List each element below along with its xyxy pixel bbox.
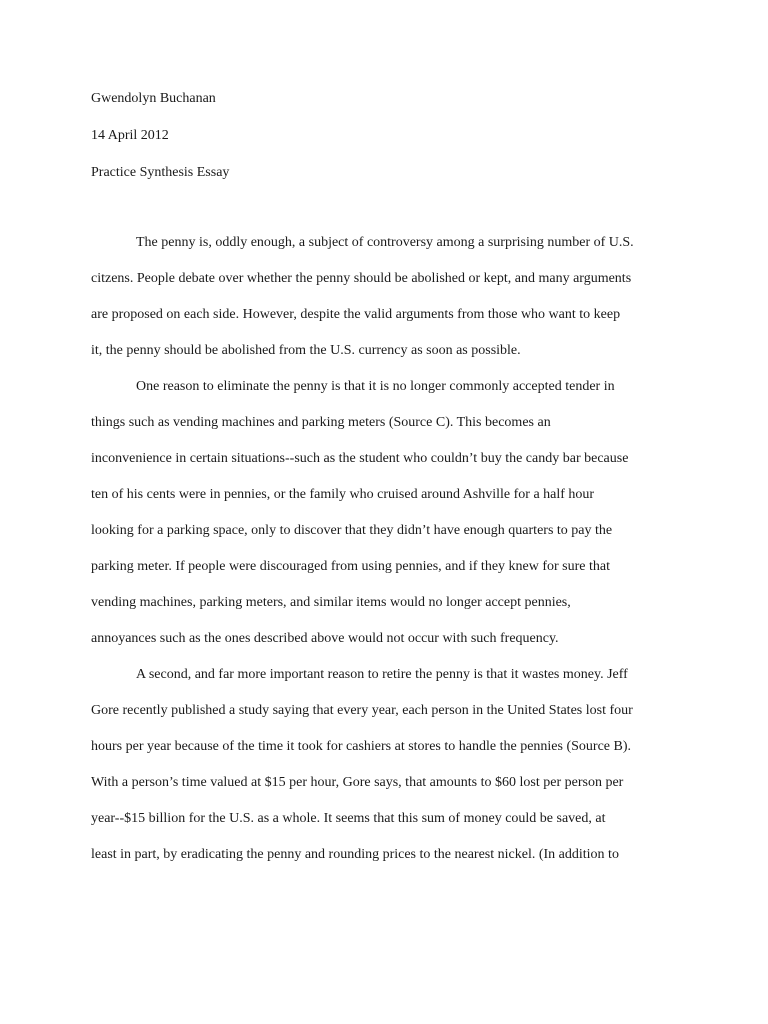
essay-date: 14 April 2012 <box>91 128 169 143</box>
paragraph-line: least in part, by eradicating the penny and rounding prices to the nearest nickel. (In addition to <box>91 847 619 862</box>
paragraph-line: are proposed on each side. However, despite the valid arguments from those who want to keep <box>91 307 621 322</box>
paragraph-line: inconvenience in certain situations--such as the student who couldn’t buy the candy bar because <box>91 451 629 466</box>
paragraph-line: ten of his cents were in pennies, or the family who cruised around Ashville for a half hour <box>91 487 595 502</box>
paragraph-3 <box>91 665 671 881</box>
paragraph-line: A second, and far more important reason to retire the penny is that it wastes money. Jeff <box>136 667 628 682</box>
paragraph-line: One reason to eliminate the penny is that it is no longer commonly accepted tender in <box>136 379 615 394</box>
essay-title: Practice Synthesis Essay <box>91 165 230 180</box>
paragraph-line: annoyances such as the ones described above would not occur with such frequency. <box>91 631 559 646</box>
paragraph-1 <box>91 233 671 377</box>
paragraph-line: it, the penny should be abolished from the U.S. currency as soon as possible. <box>91 343 521 358</box>
essay-header <box>91 89 691 200</box>
paragraph-line: The penny is, oddly enough, a subject of controversy among a surprising number of U.S. <box>136 235 634 250</box>
paragraph-line: hours per year because of the time it took for cashiers at stores to handle the pennies (Source B). <box>91 739 631 754</box>
paragraph-line: things such as vending machines and parking meters (Source C). This becomes an <box>91 415 551 430</box>
essay-body <box>91 233 671 881</box>
paragraph-line: year--$15 billion for the U.S. as a whole. It seems that this sum of money could be saved, at <box>91 811 606 826</box>
paragraph-line: vending machines, parking meters, and similar items would no longer accept pennies, <box>91 595 571 610</box>
paragraph-line: citzens. People debate over whether the penny should be abolished or kept, and many arguments <box>91 271 632 286</box>
paragraph-line: Gore recently published a study saying that every year, each person in the United States lost four <box>91 703 633 718</box>
paragraph-line: parking meter. If people were discouraged from using pennies, and if they knew for sure that <box>91 559 610 574</box>
paragraph-2 <box>91 377 671 665</box>
author-name: Gwendolyn Buchanan <box>91 91 216 106</box>
paragraph-line: looking for a parking space, only to discover that they didn’t have enough quarters to pay the <box>91 523 613 538</box>
paragraph-line: With a person’s time valued at $15 per hour, Gore says, that amounts to $60 lost per person per <box>91 775 624 790</box>
